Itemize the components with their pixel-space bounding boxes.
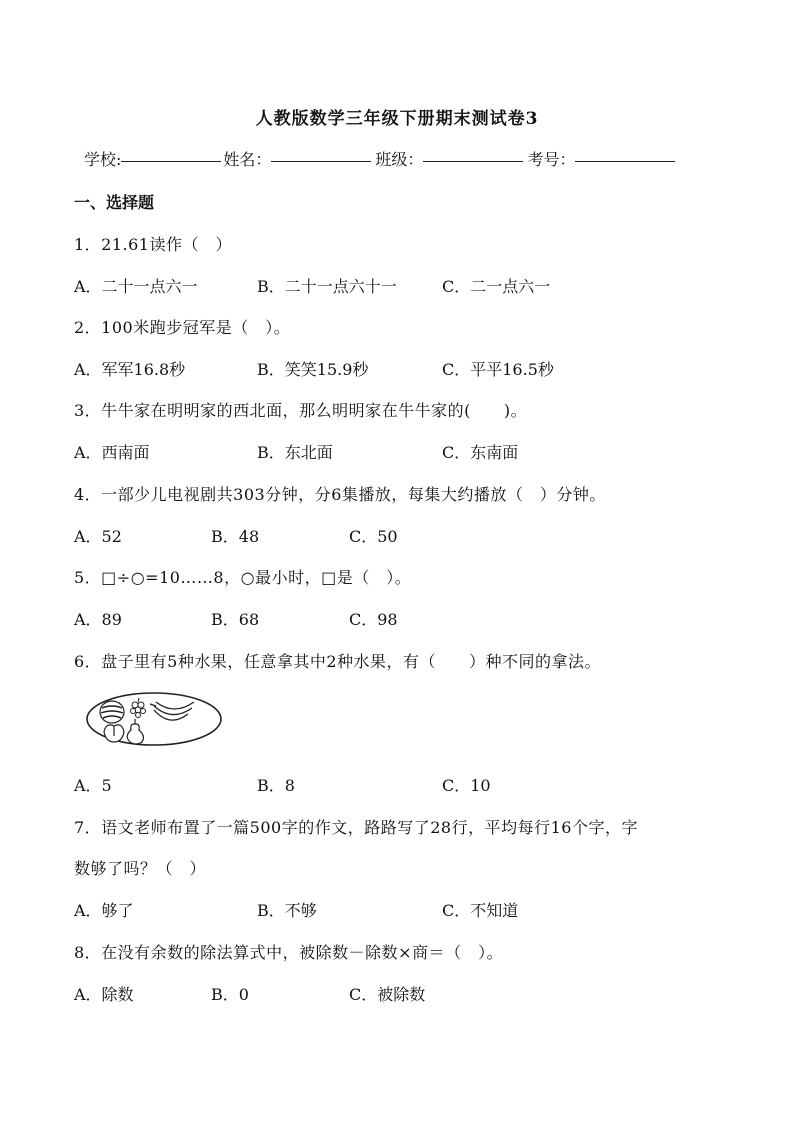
option-a[interactable]: A．西南面 bbox=[74, 443, 150, 462]
option-c[interactable]: C．平平16.5秒 bbox=[442, 360, 554, 379]
option-a[interactable]: A．52 bbox=[74, 527, 122, 546]
question-stem: 1．21.61读作（ ） bbox=[74, 235, 232, 254]
option-b[interactable]: B．二十一点六十一 bbox=[257, 277, 397, 296]
option-b[interactable]: B．0 bbox=[211, 985, 249, 1004]
peach-icon bbox=[104, 725, 124, 742]
class-label: 班级： bbox=[375, 150, 424, 169]
pear-icon bbox=[127, 719, 143, 744]
page-title: 人教版数学三年级下册期末测试卷3 bbox=[255, 109, 539, 129]
school-label: 学校: bbox=[84, 150, 122, 169]
option-b[interactable]: B．68 bbox=[211, 610, 260, 629]
option-c[interactable]: C．50 bbox=[349, 527, 398, 546]
question-stem: 4．一部少儿电视剧共303分钟，分6集播放，每集大约播放（ ）分钟。 bbox=[74, 485, 606, 504]
option-c[interactable]: C．被除数 bbox=[349, 985, 426, 1004]
option-a[interactable]: A．89 bbox=[74, 610, 122, 629]
option-a[interactable]: A．二十一点六一 bbox=[74, 277, 198, 296]
watermelon-icon bbox=[100, 701, 124, 723]
section-title: 一、选择题 bbox=[74, 193, 155, 212]
option-a[interactable]: A．5 bbox=[74, 776, 112, 795]
exam-no-label: 考号： bbox=[527, 150, 576, 169]
question-stem: 3．牛牛家在明明家的西北面，那么明明家在牛牛家的( )。 bbox=[74, 401, 528, 420]
question-stem: 2．100米跑步冠军是（ ）。 bbox=[74, 318, 291, 337]
fruit-plate-image bbox=[84, 690, 224, 748]
question-stem-continued: 数够了吗？（ ） bbox=[74, 859, 207, 878]
question-stem: 8．在没有余数的除法算式中，被除数－除数×商＝（ ）。 bbox=[74, 943, 504, 962]
school-blank[interactable] bbox=[121, 147, 221, 162]
name-blank[interactable] bbox=[271, 147, 371, 162]
class-blank[interactable] bbox=[423, 147, 523, 162]
question-stem: 7．语文老师布置了一篇500字的作文，路路写了28行，平均每行16个字，字 bbox=[74, 818, 638, 837]
grapes-icon bbox=[131, 698, 146, 718]
option-b[interactable]: B．48 bbox=[211, 527, 260, 546]
option-c[interactable]: C．不知道 bbox=[442, 901, 519, 920]
option-c[interactable]: C．10 bbox=[442, 776, 491, 795]
question-stem: 6．盘子里有5种水果，任意拿其中2种水果，有（ ）种不同的拿法。 bbox=[74, 652, 602, 671]
question-stem: 5．□÷○=10……8，○最小时，□是（ ）。 bbox=[74, 568, 412, 587]
option-a[interactable]: A．军军16.8秒 bbox=[74, 360, 186, 379]
option-b[interactable]: B．笑笑15.9秒 bbox=[257, 360, 369, 379]
banana-icon bbox=[150, 702, 194, 720]
name-label: 姓名： bbox=[223, 150, 272, 169]
option-c[interactable]: C．东南面 bbox=[442, 443, 519, 462]
option-a[interactable]: A．除数 bbox=[74, 985, 134, 1004]
exam-no-blank[interactable] bbox=[575, 147, 675, 162]
option-c[interactable]: C．98 bbox=[349, 610, 398, 629]
option-b[interactable]: B．不够 bbox=[257, 901, 317, 920]
option-b[interactable]: B．8 bbox=[257, 776, 295, 795]
option-c[interactable]: C．二一点六一 bbox=[442, 277, 551, 296]
student-info-line bbox=[84, 147, 724, 170]
option-b[interactable]: B．东北面 bbox=[257, 443, 333, 462]
option-a[interactable]: A．够了 bbox=[74, 901, 134, 920]
